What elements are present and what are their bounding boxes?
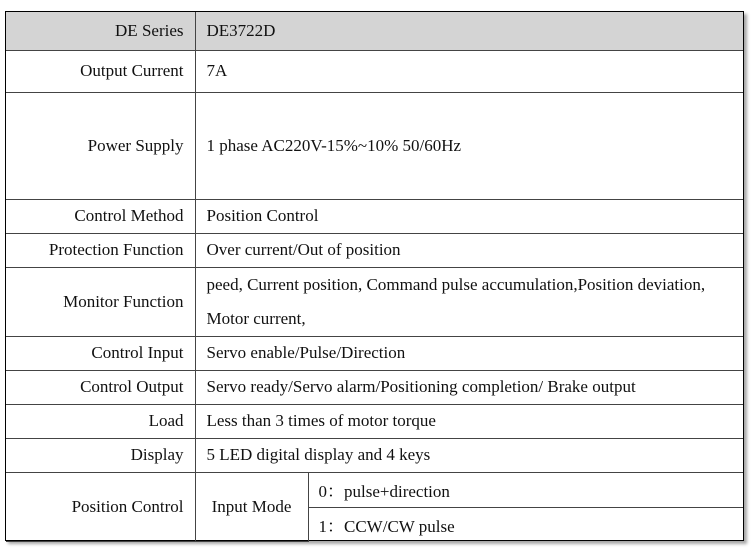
header-series-label: DE Series xyxy=(6,12,195,50)
power-supply-value: 1 phase AC220V-15%~10% 50/60Hz xyxy=(195,92,743,199)
header-model-value: DE3722D xyxy=(195,12,743,50)
output-current-value: 7A xyxy=(195,50,743,92)
monitor-function-value: peed, Current position, Command pulse accumulation,Position deviation, Motor current, xyxy=(195,267,743,336)
input-mode-option-1: 1：CCW/CW pulse xyxy=(308,507,743,541)
protection-function-label: Protection Function xyxy=(6,233,195,267)
spec-table-frame xyxy=(5,11,744,541)
table-row-power-supply xyxy=(6,92,743,199)
table-row-output-current xyxy=(6,50,743,92)
input-mode-label: Input Mode xyxy=(195,472,308,541)
table-row-position-control xyxy=(6,472,743,507)
table-header-row xyxy=(6,12,743,50)
display-value: 5 LED digital display and 4 keys xyxy=(195,438,743,472)
table-row-protection-function xyxy=(6,233,743,267)
output-current-label: Output Current xyxy=(6,50,195,92)
protection-function-value: Over current/Out of position xyxy=(195,233,743,267)
control-output-value: Servo ready/Servo alarm/Positioning completion/ Brake output xyxy=(195,370,743,404)
power-supply-label: Power Supply xyxy=(6,92,195,199)
input-mode-option-0: 0：pulse+direction xyxy=(308,472,743,507)
display-label: Display xyxy=(6,438,195,472)
table-row-load xyxy=(6,404,743,438)
monitor-function-label: Monitor Function xyxy=(6,267,195,336)
control-method-value: Position Control xyxy=(195,199,743,233)
table-row-control-output xyxy=(6,370,743,404)
control-method-label: Control Method xyxy=(6,199,195,233)
table-row-control-method xyxy=(6,199,743,233)
load-label: Load xyxy=(6,404,195,438)
spec-table xyxy=(6,12,743,542)
control-input-value: Servo enable/Pulse/Direction xyxy=(195,336,743,370)
load-value: Less than 3 times of motor torque xyxy=(195,404,743,438)
position-control-label: Position Control xyxy=(6,472,195,541)
table-row-monitor-function xyxy=(6,267,743,336)
table-row-control-input xyxy=(6,336,743,370)
control-input-label: Control Input xyxy=(6,336,195,370)
table-row-display xyxy=(6,438,743,472)
control-output-label: Control Output xyxy=(6,370,195,404)
